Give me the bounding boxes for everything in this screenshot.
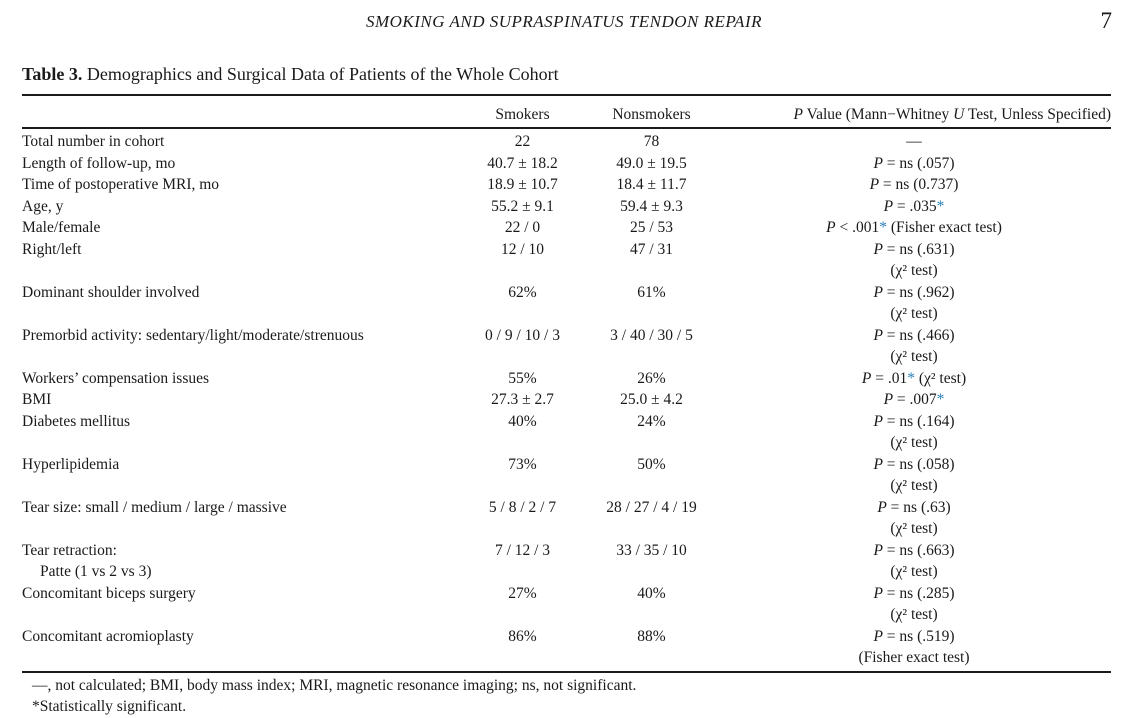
- pvalue-text: P = ns (.962): [873, 283, 955, 301]
- cell-pvalue: [717, 540, 1111, 583]
- cell-pvalue: [717, 497, 1111, 540]
- cell-nonsmokers: 33 / 35 / 10: [616, 541, 687, 559]
- cell-pvalue: [717, 196, 1111, 218]
- pvalue-test-note: (χ² test): [890, 563, 938, 580]
- data-table: [22, 104, 1111, 669]
- header-smokers: Smokers: [495, 106, 550, 123]
- cell-pvalue: [717, 626, 1111, 669]
- table-header-row: [22, 104, 1111, 128]
- row-label-text: Time of postoperative MRI, mo: [22, 176, 220, 193]
- cell-nonsmokers: 25 / 53: [629, 219, 674, 236]
- cell-pvalue: [717, 282, 1111, 325]
- row-label-text: Concomitant biceps surgery: [22, 584, 196, 602]
- row-label: [22, 368, 459, 390]
- page-number: 7: [1100, 8, 1112, 33]
- row-label: [22, 583, 459, 626]
- table-row: [22, 282, 1111, 325]
- header-pvalue-p: P: [793, 106, 803, 123]
- cell-pvalue: [717, 325, 1111, 368]
- table-row: [22, 368, 1111, 390]
- cell-nonsmokers: 88%: [637, 627, 666, 645]
- row-label-text: Diabetes mellitus: [22, 412, 131, 430]
- pvalue-text: P = ns (.663): [873, 541, 955, 559]
- pvalue-test-note: (Fisher exact test): [858, 649, 970, 666]
- pvalue-text: P = ns (.631): [873, 240, 955, 258]
- table-top-rule: [22, 94, 1111, 96]
- row-label-text: Male/female: [22, 219, 101, 236]
- pvalue-test-note: (χ² test): [890, 305, 938, 322]
- cell-smokers: 55%: [508, 369, 537, 387]
- row-label-text: Dominant shoulder involved: [22, 283, 200, 301]
- table-caption-label: Table 3.: [22, 64, 83, 84]
- pvalue-text: P = ns (.519): [873, 627, 955, 645]
- row-label: [22, 153, 459, 175]
- row-label-text: Concomitant acromioplasty: [22, 627, 194, 645]
- table-row: [22, 325, 1111, 368]
- cell-nonsmokers: 18.4 ± 11.7: [616, 176, 687, 193]
- cell-nonsmokers: 3 / 40 / 30 / 5: [610, 326, 693, 344]
- cell-smokers: 12 / 10: [500, 240, 545, 258]
- cell-nonsmokers: 40%: [637, 584, 666, 602]
- table-row: [22, 389, 1111, 411]
- row-label-text: Workers’ compensation issues: [22, 369, 210, 387]
- pvalue-test-note: (χ² test): [890, 520, 938, 537]
- row-label: [22, 626, 459, 669]
- row-label: [22, 389, 459, 411]
- header-label: [22, 104, 459, 128]
- cell-pvalue: [717, 174, 1111, 196]
- row-label: [22, 540, 459, 583]
- table-caption-text: Demographics and Surgical Data of Patients of the Whole Cohort: [86, 64, 559, 84]
- table-row: [22, 497, 1111, 540]
- pvalue-test-note: (χ² test): [890, 434, 938, 451]
- header-pvalue-end: Test, Unless Specified): [964, 106, 1111, 123]
- row-label: [22, 217, 459, 239]
- pvalue-text: P = ns (.63): [877, 498, 951, 516]
- row-label-text: Age, y: [22, 197, 64, 215]
- row-label: [22, 128, 459, 153]
- table-footnotes: [32, 675, 636, 717]
- footnote-significance: *Statistically significant.: [32, 698, 187, 715]
- cell-pvalue: [717, 128, 1111, 153]
- cell-smokers: 55.2 ± 9.1: [491, 197, 554, 215]
- cell-smokers: 62%: [508, 283, 537, 301]
- cell-nonsmokers: 26%: [637, 369, 666, 387]
- row-label: [22, 174, 459, 196]
- cell-smokers: 27%: [508, 584, 537, 602]
- row-label-text: Length of follow-up, mo: [22, 154, 176, 172]
- row-label-subtext: Patte (1 vs 2 vs 3): [40, 563, 152, 580]
- header-pvalue-mid: Value (Mann−Whitney: [803, 106, 954, 123]
- table-row: [22, 626, 1111, 669]
- row-label: [22, 282, 459, 325]
- row-label-text: Right/left: [22, 240, 82, 258]
- table-row: [22, 411, 1111, 454]
- cell-smokers: 73%: [508, 455, 537, 473]
- cell-pvalue: [717, 583, 1111, 626]
- significance-asterisk: *: [879, 219, 887, 236]
- pvalue-test-note: (χ² test): [890, 348, 938, 365]
- cell-nonsmokers: 25.0 ± 4.2: [620, 391, 683, 408]
- pvalue-text: P = .035*: [883, 197, 945, 215]
- cell-smokers: 7 / 12 / 3: [494, 541, 551, 559]
- pvalue-text: P = .01* (χ² test): [861, 369, 967, 387]
- table-row: [22, 217, 1111, 239]
- significance-asterisk: *: [907, 369, 915, 387]
- row-label-text: Tear retraction:: [22, 541, 117, 559]
- cell-pvalue: [717, 153, 1111, 175]
- cell-nonsmokers: 49.0 ± 19.5: [616, 154, 687, 172]
- pvalue-text: P = ns (0.737): [869, 176, 959, 193]
- pvalue-text: P = ns (.466): [873, 326, 955, 344]
- pvalue-text: P = .007*: [883, 391, 945, 408]
- table-row: [22, 583, 1111, 626]
- pvalue-test-note: (χ² test): [890, 262, 938, 279]
- cell-nonsmokers: 28 / 27 / 4 / 19: [606, 498, 697, 516]
- row-label: [22, 196, 459, 218]
- pvalue-text: P = ns (.057): [873, 154, 955, 172]
- cell-nonsmokers: 59.4 ± 9.3: [620, 197, 683, 215]
- row-label: [22, 411, 459, 454]
- table-row: [22, 153, 1111, 175]
- footnote-abbreviations: —, not calculated; BMI, body mass index; MRI, magnetic resonance imaging; ns, not significant.: [32, 677, 637, 694]
- pvalue-text: —: [906, 133, 922, 150]
- row-label: [22, 497, 459, 540]
- pvalue-text: P = ns (.058): [873, 455, 955, 473]
- cell-nonsmokers: 50%: [637, 455, 666, 473]
- row-label: [22, 454, 459, 497]
- pvalue-text: P < .001* (Fisher exact test): [826, 219, 1002, 236]
- row-label-text: Total number in cohort: [22, 133, 165, 150]
- header-nonsmokers: Nonsmokers: [612, 106, 691, 123]
- cell-smokers: 22 / 0: [504, 219, 541, 236]
- running-head: SMOKING AND SUPRASPINATUS TENDON REPAIR: [365, 12, 762, 31]
- table-row: [22, 454, 1111, 497]
- row-label: [22, 325, 459, 368]
- significance-asterisk: *: [936, 197, 945, 215]
- row-label-text: Tear size: small / medium / large / massive: [22, 498, 287, 516]
- pvalue-text: P = ns (.164): [873, 412, 955, 430]
- cell-pvalue: [717, 389, 1111, 411]
- row-label: [22, 239, 459, 282]
- table-row: [22, 540, 1111, 583]
- cell-nonsmokers: 78: [643, 133, 660, 150]
- pvalue-test-note: (χ² test): [890, 477, 938, 494]
- cell-pvalue: [717, 239, 1111, 282]
- cell-smokers: 40%: [508, 412, 537, 430]
- cell-smokers: 5 / 8 / 2 / 7: [488, 498, 557, 516]
- table-row: [22, 128, 1111, 153]
- significance-asterisk: *: [936, 391, 945, 408]
- table-caption: [22, 64, 559, 85]
- row-label-text: Hyperlipidemia: [22, 455, 120, 473]
- cell-pvalue: [717, 411, 1111, 454]
- cell-nonsmokers: 61%: [637, 283, 666, 301]
- cell-nonsmokers: 47 / 31: [629, 240, 674, 258]
- pvalue-text: P = ns (.285): [873, 584, 955, 602]
- header-pvalue-u: U: [953, 106, 965, 123]
- pvalue-test-note: (χ² test): [890, 606, 938, 623]
- table-bottom-rule: [22, 671, 1111, 673]
- cell-smokers: 86%: [508, 627, 537, 645]
- table-row: [22, 196, 1111, 218]
- cell-smokers: 18.9 ± 10.7: [487, 176, 558, 193]
- cell-pvalue: [717, 454, 1111, 497]
- row-label-text: BMI: [22, 391, 52, 408]
- cell-smokers: 40.7 ± 18.2: [487, 154, 558, 172]
- cell-pvalue: [717, 368, 1111, 390]
- header-pvalue: [717, 104, 1111, 128]
- row-label-text: Premorbid activity: sedentary/light/moderate/strenuous: [22, 326, 364, 344]
- cell-smokers: 22: [514, 133, 531, 150]
- table-row: [22, 239, 1111, 282]
- table-row: [22, 174, 1111, 196]
- cell-nonsmokers: 24%: [637, 412, 666, 430]
- cell-pvalue: [717, 217, 1111, 239]
- cell-smokers: 27.3 ± 2.7: [491, 391, 554, 408]
- cell-smokers: 0 / 9 / 10 / 3: [485, 326, 560, 344]
